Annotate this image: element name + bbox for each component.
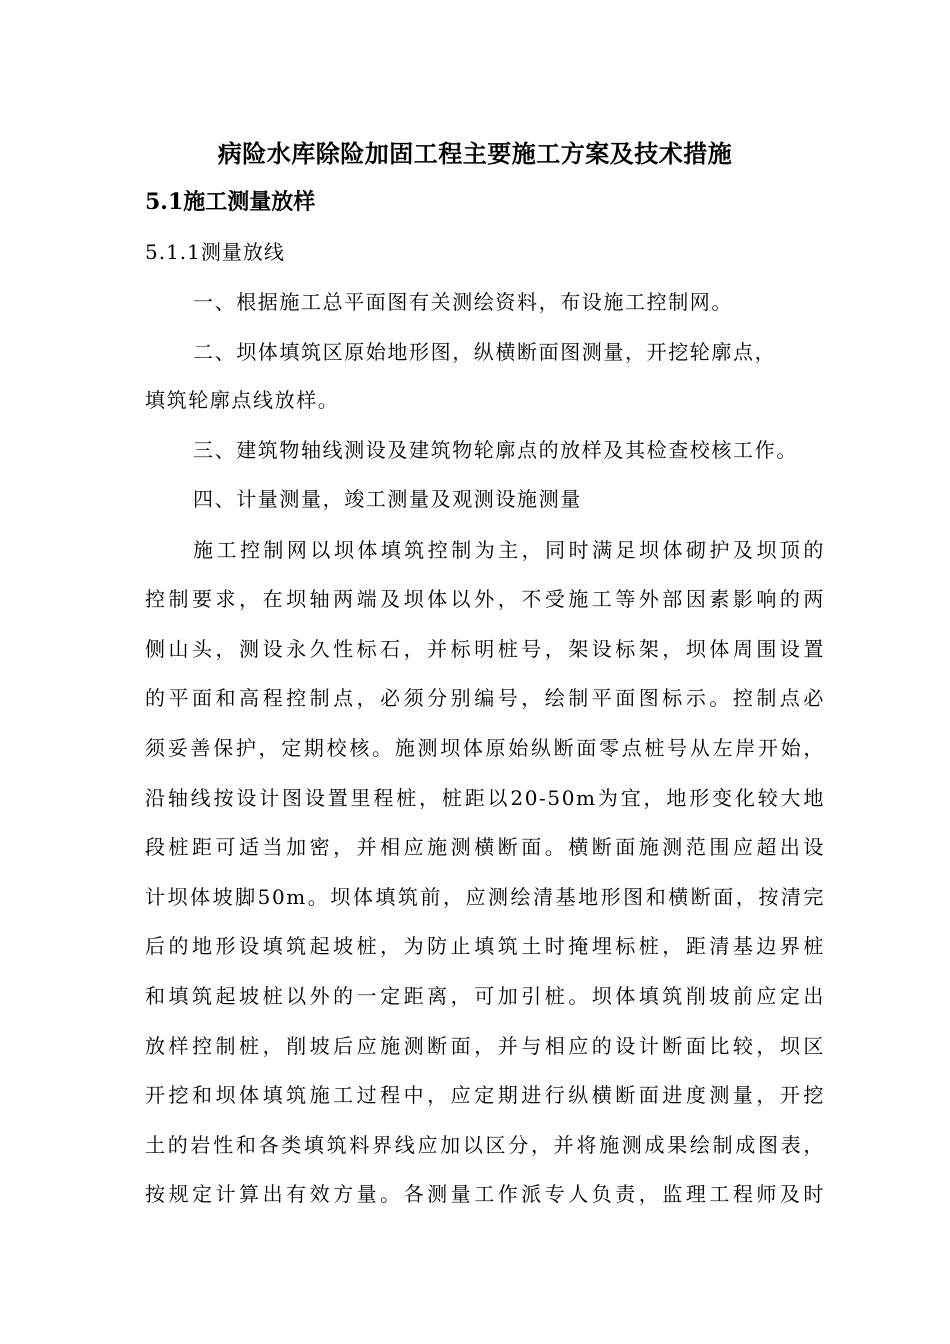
paragraph-line: 须妥善保护，定期校核。施测坝体原始纵断面零点桩号从左岸开始， xyxy=(145,736,825,760)
paragraph-line: 沿轴线按设计图设置里程桩，桩距以20-50m为宜，地形变化较大地 xyxy=(145,786,825,810)
paragraph-line: 填筑轮廓点线放样。 xyxy=(145,388,340,412)
document-title: 病险水库除险加固工程主要施工方案及技术措施 xyxy=(217,139,733,168)
paragraph-line: 三、建筑物轴线测设及建筑物轮廓点的放样及其检查校核工作。 xyxy=(193,438,798,462)
paragraph-line: 放样控制桩，削坡后应施测断面，并与相应的设计断面比较，坝区 xyxy=(145,1034,825,1058)
paragraph-line: 四、计量测量，竣工测量及观测设施测量 xyxy=(193,487,582,511)
paragraph-line: 计坝体坡脚50m。坝体填筑前，应测绘清基地形图和横断面，按清完 xyxy=(145,885,825,909)
paragraph-line: 施工控制网以坝体填筑控制为主，同时满足坝体砌护及坝顶的 xyxy=(193,538,825,562)
paragraph-line: 按规定计算出有效方量。各测量工作派专人负责，监理工程师及时 xyxy=(145,1182,825,1206)
paragraph-line: 段桩距可适当加密，并相应施测横断面。横断面施测范围应超出设 xyxy=(145,835,825,859)
section-heading: 5.1施工测量放样 xyxy=(145,189,316,215)
paragraph-line: 侧山头，测设永久性标石，并标明桩号，架设标架，坝体周围设置 xyxy=(145,637,825,661)
paragraph-line: 开挖和坝体填筑施工过程中，应定期进行纵横断面进度测量，开挖 xyxy=(145,1083,825,1107)
paragraph-line: 和填筑起坡桩以外的一定距离，可加引桩。坝体填筑削坡前应定出 xyxy=(145,984,825,1008)
paragraph-line: 土的岩性和各类填筑料界线应加以区分，并将施测成果绘制成图表， xyxy=(145,1133,825,1157)
paragraph-line: 的平面和高程控制点，必须分别编号，绘制平面图标示。控制点必 xyxy=(145,686,825,710)
subsection-heading: 5.1.1测量放线 xyxy=(145,240,285,264)
paragraph-line: 后的地形设填筑起坡桩，为防止填筑土时掩埋标桩，距清基边界桩 xyxy=(145,934,825,958)
paragraph-line: 一、根据施工总平面图有关测绘资料，布设施工控制网。 xyxy=(193,290,733,314)
paragraph-line: 二、坝体填筑区原始地形图，纵横断面图测量，开挖轮廓点， xyxy=(193,340,777,364)
paragraph-line: 控制要求，在坝轴两端及坝体以外，不受施工等外部因素影响的两 xyxy=(145,587,825,611)
